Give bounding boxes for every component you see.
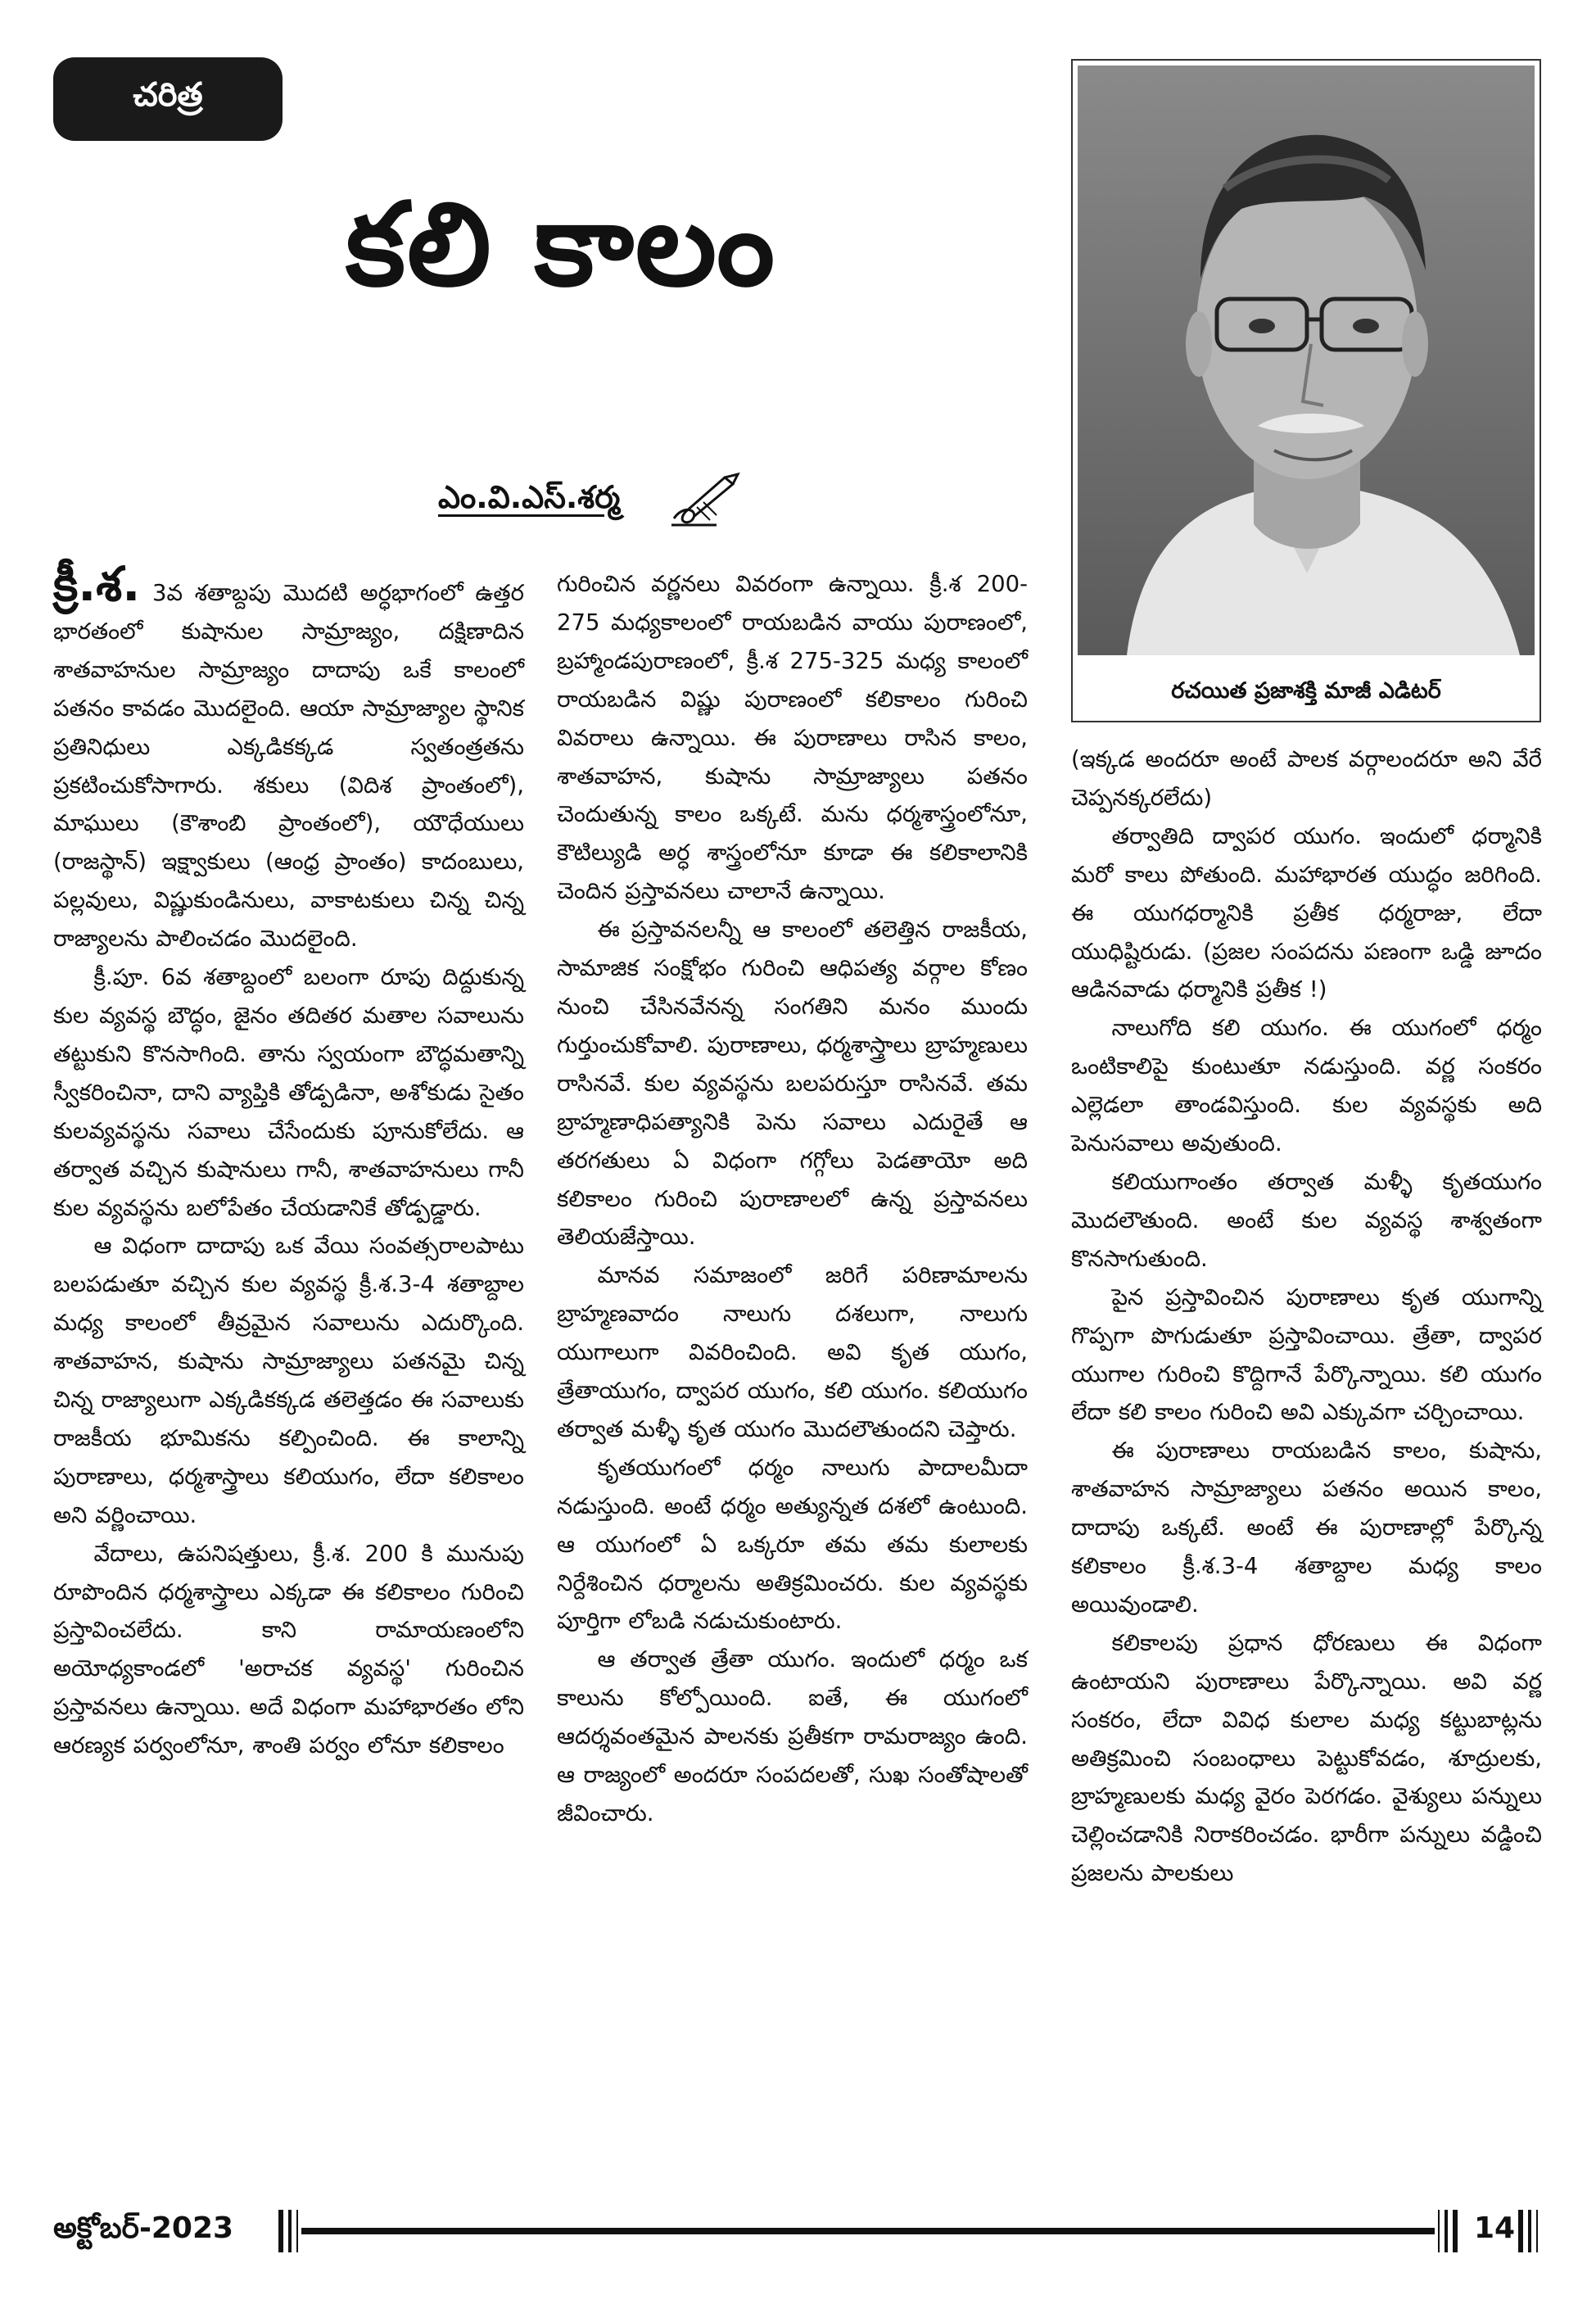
article-title: కలి కాలం — [345, 179, 777, 312]
paragraph: వేదాలు, ఉపనిషత్తులు, క్రీ.శ. 200 కి మునుపు రూపొందిన ధర్మశాస్త్రాలు ఎక్కడా ఈ కలికాలం గురించి ప్రస్తావించలేదు. కాని రామాయణంలోని అయోధ్యకాండలో 'అరాచక వ్యవస్థ' గురించిన ప్రస్తావనలు ఉన్నాయి. అదే విధంగా మహాభారతం లోని ఆరణ్యక పర్వంలోనూ, శాంతి పర్వం లోనూ కలికాలం — [53, 1540, 524, 1759]
page-number: 14 — [1474, 2211, 1516, 2245]
footer-date: అక్టోబర్-2023 — [53, 2211, 234, 2245]
author-photo — [1071, 59, 1541, 722]
paragraph: ఆ విధంగా దాదాపు ఒక వేయి సంవత్సరాలపాటు బలపడుతూ వచ్చిన కుల వ్యవస్థ క్రీ.శ.3-4 శతాబ్దాల మధ్య కాలంలో తీవ్రమైన సవాలును ఎదుర్కొంది. శాతవాహన, కుషాను సామ్రాజ్యాలు పతనమై చిన్న చిన్న రాజ్యాలుగా ఎక్కడికక్కడ తలెత్తడం ఈ సవాలుకు రాజకీయ భూమికను కల్పించింది. ఈ కాలాన్ని పురాణాలు, ధర్మశాస్త్రాలు కలియుగం, లేదా కలికాలం అని వర్ణించాయి. — [53, 1233, 524, 1528]
paragraph: (ఇక్కడ అందరూ అంటే పాలక వర్గాలందరూ అని వేరే చెప్పనక్కరలేదు) — [1071, 746, 1542, 811]
article-column-2 — [557, 565, 1028, 1833]
paragraph: ఈ పురాణాలు రాయబడిన కాలం, కుషాను, శాతవాహన సామ్రాజ్యాలు పతనం అయిన కాలం, దాదాపు ఒక్కటే. అంటే ఈ పురాణాల్లో పేర్కొన్న కలికాలం క్రీ.శ.3-4 శతాబ్దాల మధ్య కాలం అయివుండాలి. — [1071, 1437, 1542, 1618]
paragraph: కలియుగాంతం తర్వాత మళ్ళీ కృతయుగం మొదలౌతుంది. అంటే కుల వ్యవస్థ శాశ్వతంగా కొనసాగుతుంది. — [1071, 1168, 1542, 1272]
paragraph: పైన ప్రస్తావించిన పురాణాలు కృత యుగాన్ని గొప్పగా పొగుడుతూ ప్రస్తావించాయి. త్రేతా, ద్వాపర యుగాల గురించి కొద్దిగానే పేర్కొన్నాయి. కలి యుగం లేదా కలి కాలం గురించి అవి ఎక్కువగా చర్చించాయి. — [1071, 1283, 1542, 1426]
article-column-3 — [1071, 740, 1542, 1893]
author-portrait-image — [1078, 66, 1535, 655]
paragraph: కలికాలపు ప్రధాన ధోరణులు ఈ విధంగా ఉంటాయని పురాణాలు పేర్కొన్నాయి. అవి వర్ణ సంకరం, లేదా వివిధ కులాల మధ్య కట్టుబాట్లను అతిక్రమించి సంబంధాలు పెట్టుకోవడం, శూద్రులకు, బ్రాహ్మణులకు మధ్య వైరం పెరగడం. వైశ్యులు పన్నులు చెల్లించడానికి నిరాకరించడం. భారీగా పన్నులు వడ్డించి ప్రజలను పాలకులు — [1071, 1629, 1542, 1887]
page-number-bars — [1515, 2208, 1544, 2254]
author-byline: ఎం.వి.ఎస్.శర్మ — [438, 479, 621, 515]
article-column-1 — [53, 556, 524, 1765]
paragraph: తర్వాతిది ద్వాపర యుగం. ఇందులో ధర్మానికి మరో కాలు పోతుంది. మహాభారత యుద్ధం జరిగింది. ఈ యుగధర్మానికి ప్రతీక ధర్మరాజు, లేదా యుధిష్టిరుడు. (ప్రజల సంపదను పణంగా ఒడ్డి జూదం ఆడినవాడు ధర్మానికి ప్రతీక !) — [1071, 822, 1542, 1003]
paragraph — [53, 556, 524, 958]
footer-rule — [278, 2208, 1458, 2254]
dropcap: క్రీ.శ. — [53, 556, 141, 612]
paragraph: గురించిన వర్ణనలు వివరంగా ఉన్నాయి. క్రీ.శ 200-275 మధ్యకాలంలో రాయబడిన వాయు పురాణంలో, బ్రహ్మాండపురాణంలో, క్రీ.శ 275-325 మధ్య కాలంలో రాయబడిన విష్ణు పురాణంలో కలికాలం గురించి వివరాలు ఉన్నాయి. ఈ పురాణాలు రాసిన కాలం, శాతవాహన, కుషాను సామ్రాజ్యాలు పతనం చెందుతున్న కాలం ఒక్కటే. మను ధర్మశాస్త్రంలోనూ, కౌటిల్యుడి అర్ధ శాస్త్రంలోనూ కూడా ఈ కలికాలానికి చెందిన ప్రస్తావనలు చాలానే ఉన్నాయి. — [557, 571, 1028, 905]
section-tag: చరిత్ర — [53, 57, 283, 141]
photo-caption: రచయిత ప్రజాశక్తి మాజీ ఎడిటర్ — [1171, 678, 1441, 704]
paragraph: నాలుగోది కలి యుగం. ఈ యుగంలో ధర్మం ఒంటికాలిపై కుంటుతూ నడుస్తుంది. వర్ణ సంకరం ఎల్లెడలా తాండవిస్తుంది. కుల వ్యవస్థకు అది పెనుసవాలు అవుతుంది. — [1071, 1015, 1542, 1157]
paragraph: క్రీ.పూ. 6వ శతాబ్దంలో బలంగా రూపు దిద్దుకున్న కుల వ్యవస్థ బౌద్ధం, జైనం తదితర మతాల సవాలును తట్టుకుని కొనసాగింది. తాను స్వయంగా బౌద్ధమతాన్ని స్వీకరించినా, దాని వ్యాప్తికి తోడ్పడినా, అశోకుడు సైతం కులవ్యవస్థను సవాలు చేసేందుకు పూనుకోలేదు. ఆ తర్వాత వచ్చిన కుషానులు గానీ, శాతవాహనులు గానీ కుల వ్యవస్థను బలోపేతం చేయడానికే తోడ్పడ్డారు. — [53, 964, 524, 1221]
paragraph-text: 3వ శతాబ్దపు మొదటి అర్ధభాగంలో ఉత్తర భారతంలో కుషానుల సామ్రాజ్యం, దక్షిణాదిన శాతవాహనుల సామ్రాజ్యం దాదాపు ఒకే కాలంలో పతనం కావడం మొదలైంది. ఆయా సామ్రాజ్యాల స్థానిక ప్రతినిధులు ఎక్కడికక్కడ స్వతంత్రతను ప్రకటించుకోసాగారు. శకులు (విదిశ ప్రాంతంలో), మాఘులు (కౌశాంబి ప్రాంతంలో), యౌధేయులు (రాజస్థాన్) ఇక్ష్వాకులు (ఆంధ్ర ప్రాంతం) కాదంబులు, పల్లవులు, విష్ణుకుండినులు, వాకాటకులు చిన్న చిన్న రాజ్యాలను పాలించడం మొదలైంది. — [53, 580, 524, 953]
paragraph: కృతయుగంలో ధర్మం నాలుగు పాదాలమీదా నడుస్తుంది. అంటే ధర్మం అత్యున్నత దశలో ఉంటుంది. ఆ యుగంలో ఏ ఒక్కరూ తమ తమ కులాలకు నిర్దేశించిన ధర్మాలను అతిక్రమించరు. కుల వ్యవస్థకు పూర్తిగా లోబడి నడుచుకుంటారు. — [557, 1454, 1028, 1635]
pen-signature-icon — [667, 471, 741, 528]
paragraph: ఈ ప్రస్తావనలన్నీ ఆ కాలంలో తలెత్తిన రాజకీయ, సామాజిక సంక్షోభం గురించి ఆధిపత్య వర్గాల కోణం నుంచి చేసినవేనన్న సంగతిని మనం ముందు గుర్తుంచుకోవాలి. పురాణాలు, ధర్మశాస్త్రాలు బ్రాహ్మణులు రాసినవే. కుల వ్యవస్థను బలపరుస్తూ రాసినవే. తమ బ్రాహ్మణాధిపత్యానికి పెను సవాలు ఎదురైతే ఆ తరగతులు ఏ విధంగా గగ్గోలు పెడతాయో అది కలికాలం గురించి పురాణాలలో ఉన్న ప్రస్తావనలు తెలియజేస్తాయి. — [557, 917, 1028, 1251]
paragraph: మానవ సమాజంలో జరిగే పరిణామాలను బ్రాహ్మణవాదం నాలుగు దశలుగా, నాలుగు యుగాలుగా వివరించింది. అవి కృత యుగం, త్రేతాయుగం, ద్వాపర యుగం, కలి యుగం. కలియుగం తర్వాత మళ్ళీ కృత యుగం మొదలౌతుందని చెప్తారు. — [557, 1262, 1028, 1442]
paragraph: ఆ తర్వాత త్రేతా యుగం. ఇందులో ధర్మం ఒక కాలును కోల్పోయింది. ఐతే, ఈ యుగంలో ఆదర్శవంతమైన పాలనకు ప్రతీకగా రామరాజ్యం ఉంది. ఆ రాజ్యంలో అందరూ సంపదలతో, సుఖ సంతోషాలతో జీవించారు. — [557, 1646, 1028, 1826]
